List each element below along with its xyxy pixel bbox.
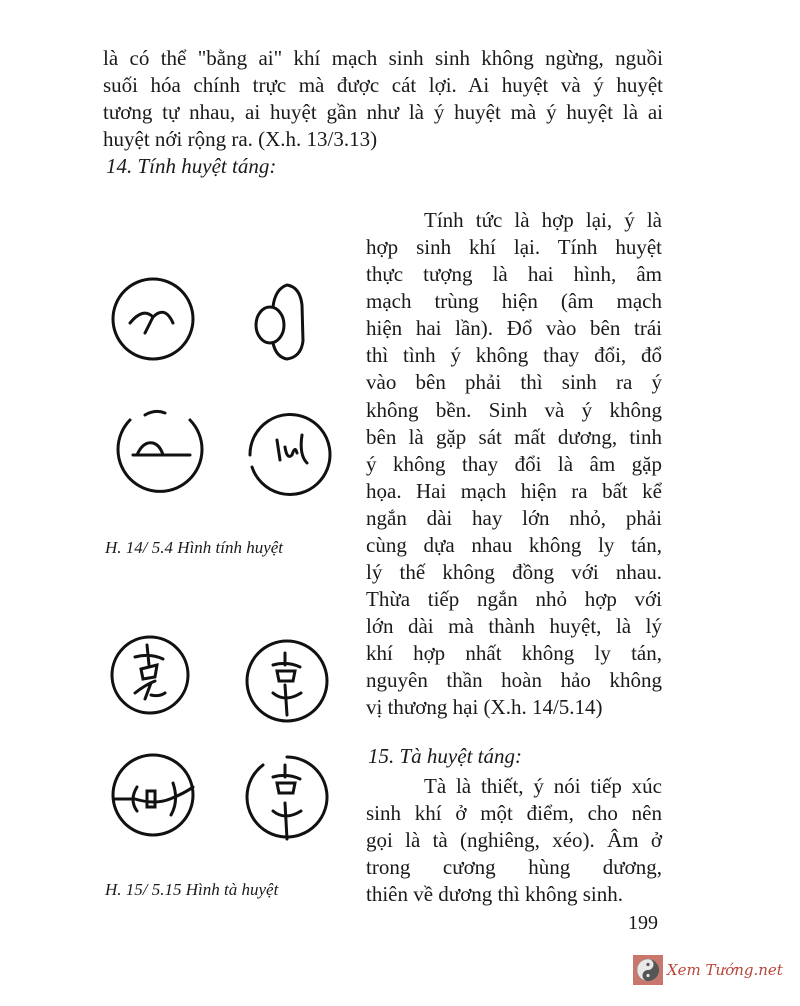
- text-line: huyệt nới rộng ra. (X.h. 13/3.13): [103, 127, 378, 151]
- text-line: trong cương hùng dương,: [366, 855, 662, 879]
- figure-14-caption: H. 14/ 5.4 Hình tính huyệt: [105, 538, 284, 557]
- text-line: Tính tức là hợp lại, ý là: [424, 208, 662, 232]
- text-line: gọi là tà (nghiêng, xéo). Âm ở: [366, 828, 662, 852]
- text-line: cùng dựa nhau không ly tán,: [366, 533, 662, 557]
- diagram-circle-with-bar: [113, 755, 193, 835]
- text-line: không bền. Sinh và ý không: [366, 398, 662, 422]
- watermark-logo: [633, 953, 783, 987]
- diagram-circle-with-curve: [113, 279, 193, 359]
- text-line: thực tượng là hai hình, âm: [366, 262, 662, 286]
- text-line: mạch trùng hiện (âm mạch: [366, 289, 662, 313]
- diagram-circle-with-marks: [250, 415, 330, 495]
- text-line: vị thương hại (X.h. 14/5.14): [366, 695, 603, 719]
- text-line: lý thế không đồng với nhau.: [366, 560, 662, 584]
- yin-yang-icon: [633, 955, 663, 985]
- text-line: tương tự nhau, ai huyệt gần như là ý huyệt mà ý huyệt là ai: [103, 100, 663, 124]
- section-15-heading: 15. Tà huyệt táng:: [368, 744, 522, 768]
- text-line: ý không thay đổi là âm gặp: [366, 452, 662, 476]
- figure-tinh-huyet: [95, 255, 355, 525]
- text-line: sinh khí ở một điểm, cho nên: [366, 801, 662, 825]
- text-line: lớn dài mà thành huyệt, là lý: [366, 614, 662, 638]
- diagram-double-oval: [256, 285, 303, 359]
- section-14-heading: 14. Tính huyệt táng:: [106, 154, 277, 178]
- figure-ta-huyet: [95, 615, 355, 885]
- figure-15-caption: H. 15/ 5.15 Hình tà huyệt: [105, 880, 279, 899]
- text-line: Tà là thiết, ý nói tiếp xúc: [424, 774, 662, 798]
- text-line: khí hợp nhất không ly tán,: [366, 641, 662, 665]
- watermark-text: Xem Tướng.net: [667, 961, 783, 979]
- text-line: suối hóa chính trực mà được cát lợi. Ai huyệt và ý huyệt: [103, 73, 663, 97]
- text-line: ngắn dài hay lớn nhỏ, phải: [366, 506, 662, 530]
- text-line: là có thể "bằng ai" khí mạch sinh sinh không ngừng, nguồi: [103, 46, 663, 70]
- text-line: nguyên thần hoàn hảo không: [366, 668, 662, 692]
- page-number: 199: [628, 912, 658, 934]
- diagram-circle-with-glyph-1: [112, 637, 188, 713]
- text-line: Thừa tiếp ngắn nhỏ hợp với: [366, 587, 662, 611]
- text-line: bên là gặp sát mất dương, tinh: [366, 425, 662, 449]
- text-line: hiện hai lần). Đổ vào bên trái: [366, 316, 662, 340]
- text-line: thiên về dương thì không sinh.: [366, 882, 623, 906]
- diagram-circle-with-glyph-3: [247, 757, 327, 839]
- text-line: thì tình ý không thay đổi, đổ: [366, 343, 662, 367]
- diagram-circle-with-mound: [118, 411, 202, 491]
- text-line: hợp sinh khí lại. Tính huyệt: [366, 235, 662, 259]
- text-line: họa. Hai mạch hiện ra bất kể: [366, 479, 662, 503]
- diagram-circle-with-glyph-2: [247, 641, 327, 721]
- text-line: vào bên phải thì sinh ra ý: [366, 370, 662, 394]
